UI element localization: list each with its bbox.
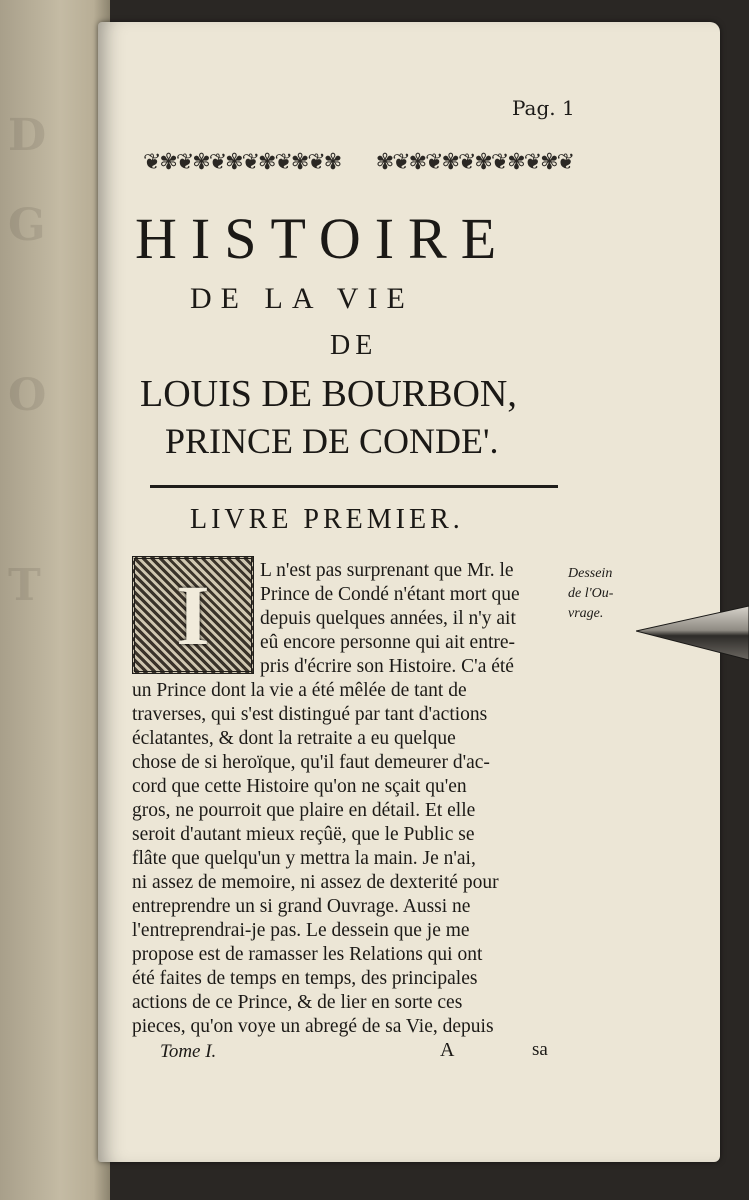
title-line-4: LOUIS DE BOURBON, — [140, 373, 517, 415]
body-line: un Prince dont la vie a été mêlée de tant de — [132, 680, 467, 701]
bleed-through-text: G — [8, 200, 46, 251]
title-line-5: PRINCE DE CONDE'. — [165, 421, 499, 461]
body-line: gros, ne pourroit que plaire en détail. Et elle — [132, 800, 476, 821]
body-line: depuis quelques années, il n'y ait — [260, 608, 516, 629]
body-line: éclatantes, & dont la retraite a eu quelque — [132, 728, 456, 749]
volume-label: Tome I. — [160, 1041, 217, 1062]
book-heading: LIVRE PREMIER. — [190, 504, 464, 535]
body-line: pieces, qu'on voye un abregé de sa Vie, depuis — [132, 1016, 494, 1037]
body-line: actions de ce Prince, & de lier en sorte ces — [132, 992, 463, 1013]
title-rule — [150, 485, 558, 488]
margin-note-line: vrage. — [568, 606, 604, 621]
facing-page — [0, 0, 110, 1200]
body-line: traverses, qui s'est distingué par tant d'actions — [132, 704, 488, 725]
body-line: entreprendre un si grand Ouvrage. Aussi ne — [132, 896, 471, 917]
body-line: ni assez de memoire, ni assez de dexterité pour — [132, 872, 499, 893]
ornamental-initial-icon — [132, 556, 254, 674]
ornament-band-icon: ❦✾❦✾❦✾❦✾❦✾❦✾ ✾❦✾❦✾❦✾❦✾❦✾❦ — [143, 149, 573, 175]
dropcap-letter: I — [176, 567, 210, 663]
body-line: Prince de Condé n'étant mort que — [260, 584, 520, 605]
body-line: été faites de temps en temps, des principales — [132, 968, 478, 989]
body-line: seroit d'autant mieux reçûë, que le Public se — [132, 824, 475, 845]
body-line: chose de si heroïque, qu'il faut demeurer d'ac- — [132, 752, 490, 773]
bleed-through-text: D — [8, 110, 47, 161]
catchword: sa — [532, 1039, 548, 1060]
body-line: eû encore personne qui ait entre- — [260, 632, 516, 653]
body-line: cord que cette Histoire qu'on ne sçait qu'en — [132, 776, 467, 797]
bleed-through-text: O — [8, 370, 47, 421]
bleed-through-text: T — [8, 560, 41, 611]
body-line: propose est de ramasser les Relations qui ont — [132, 944, 483, 965]
margin-note-line: de l'Ou- — [568, 586, 614, 601]
signature-mark: A — [440, 1039, 455, 1061]
body-line: l'entreprendrai-je pas. Le dessein que je me — [132, 920, 470, 941]
title-line-3: DE — [330, 330, 378, 361]
body-line: L n'est pas surprenant que Mr. le — [260, 560, 514, 581]
metal-pointer-icon — [636, 604, 749, 662]
margin-note-line: Dessein — [568, 566, 613, 581]
body-line: flâte que quelqu'un y mettra la main. Je n'ai, — [132, 848, 476, 869]
page-number: Pag. 1 — [512, 96, 575, 120]
title-line-2: DE LA VIE — [190, 282, 414, 315]
body-line: pris d'écrire son Histoire. C'a été — [260, 656, 514, 677]
title-line-1: HISTOIRE — [135, 206, 511, 271]
